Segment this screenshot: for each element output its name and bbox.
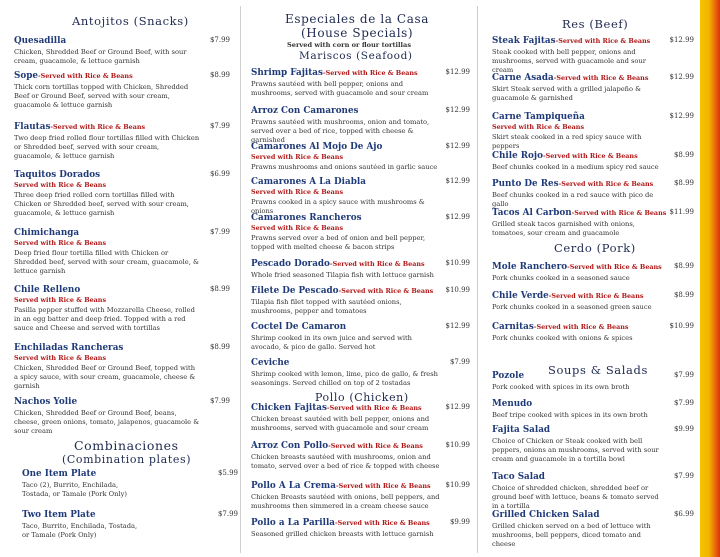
menu-item <box>251 68 470 98</box>
menu-item <box>14 122 230 161</box>
item-name-line <box>251 322 470 333</box>
item-price: $7.99 <box>449 358 470 366</box>
item-name-line <box>251 177 470 188</box>
menu-item <box>14 285 230 333</box>
item-name: Camarones A La Diabla <box>251 177 366 187</box>
item-price: $7.99 <box>209 36 230 44</box>
item-name: Quesadilla <box>14 36 67 46</box>
res-title: Res (Beef) <box>562 17 629 31</box>
item-price: $12.99 <box>445 106 470 114</box>
pollo-title: Pollo (Chicken) <box>315 391 409 404</box>
served-with-tag: Served with Rice & Beans <box>251 224 344 232</box>
item-price: $8.99 <box>673 151 694 159</box>
item-price: $10.99 <box>445 259 470 267</box>
menu-item <box>492 151 694 172</box>
menu-item <box>492 262 694 283</box>
item-description: Beef chunks cooked in a red sauce with pico de gallo <box>492 191 654 208</box>
item-price: $12.99 <box>445 322 470 330</box>
served-with-tag: -Served with Rice & Beans <box>50 123 146 131</box>
item-name-line <box>14 122 230 133</box>
house-specials-title: (House Specials) <box>301 26 414 40</box>
item-description: Seasoned grilled chicken breasts with lettuce garnish <box>251 530 434 538</box>
item-description: Thick corn tortillas topped with Chicken, Shredded Beef or Ground Beef, served with sour cream, guacamole & lettuce garnish <box>14 83 189 109</box>
item-name-line <box>492 112 694 123</box>
item-description: Prawns served over a bed of onion and bell pepper, topped with melted cheese & bacon strips <box>251 234 426 251</box>
item-name: Two Item Plate <box>22 510 96 520</box>
item-name-line <box>14 36 230 47</box>
item-name: Arroz Con Pollo <box>251 441 329 451</box>
item-description: Deep fried flour tortilla filled with Chicken or Shredded beef, served with sour cream, guacamole, & lettuce garnish <box>14 249 199 275</box>
menu-item <box>492 208 694 238</box>
item-name: Pollo A La Crema <box>251 481 336 491</box>
served-with-tag: -Served with Rice & Beans <box>326 404 422 412</box>
item-price: $12.99 <box>445 177 470 185</box>
menu-item <box>492 425 694 464</box>
item-name: Shrimp Fajitas <box>251 68 323 78</box>
item-price: $12.99 <box>669 73 694 81</box>
item-name-line <box>492 208 694 219</box>
served-with-tag: -Served with Rice & Beans <box>548 292 644 300</box>
item-description: Shrimp cooked in its own juice and served with avocado, & pico de gallo. Served hot <box>251 334 412 351</box>
soups-title: Soups & Salads <box>548 363 648 377</box>
menu-item <box>492 73 694 103</box>
served-with-tag: -Served with Rice & Beans <box>322 69 418 77</box>
item-name-line <box>251 68 470 79</box>
combinaciones-subtitle: (Combination plates) <box>62 453 192 466</box>
menu-item <box>14 343 230 391</box>
served-with-tag: Served with Rice & Beans <box>251 153 344 161</box>
item-description: Chicken Breasts sautéed with onions, bell peppers, and mushrooms then simmered in a cream cheese sauce <box>251 493 440 510</box>
item-name: Taco Salad <box>492 472 545 482</box>
served-with-tag: -Served with Rice & Beans <box>338 287 434 295</box>
item-description: Pork cooked with spices in its own broth <box>492 383 630 391</box>
item-price: $7.99 <box>673 399 694 407</box>
item-name: Fajita Salad <box>492 425 551 435</box>
item-name-line <box>492 151 694 162</box>
item-description: Beef tripe cooked with spices in its own broth <box>492 411 648 419</box>
item-name: Punto De Res <box>492 179 559 189</box>
item-name: Flautas <box>14 122 51 132</box>
item-description: Taco (2), Burrito, Enchilada, Tostada, or Tamale (Pork Only) <box>22 481 127 498</box>
item-description: Whole fried seasoned Tilapia fish with lettuce garnish <box>251 271 434 279</box>
item-price: $12.99 <box>669 112 694 120</box>
item-name: Chile Verde <box>492 291 549 301</box>
served-with-tag: Served with Rice & Beans <box>14 239 107 247</box>
item-name-line <box>251 106 470 117</box>
item-description: Beef chunks cooked in a medium spicy red sauce <box>492 163 659 171</box>
cerdo-title: Cerdo (Pork) <box>554 241 636 255</box>
item-description: Two deep fried rolled flour tortillas filled with Chicken or Shredded beef, served with sour cream, guacamole, & lettuce garnish <box>14 134 200 160</box>
item-description: Chicken, Shredded Beef or Ground Beef, with sour cream, guacamole, & lettuce garnish <box>14 48 187 65</box>
menu-item <box>492 371 694 392</box>
menu-item <box>14 36 230 66</box>
menu-item <box>251 213 470 252</box>
tortillas-note: Served with corn or flour tortillas <box>287 41 412 49</box>
item-price: $12.99 <box>445 213 470 221</box>
menu-item <box>14 170 230 218</box>
item-price: $12.99 <box>445 68 470 76</box>
item-name: Chile Relleno <box>14 285 81 295</box>
menu-item <box>251 518 470 539</box>
item-price: $12.99 <box>669 36 694 44</box>
menu-item <box>14 397 230 436</box>
item-description: Pork chunks cooked in a seasoned sauce <box>492 274 630 282</box>
served-with-tag: Served with Rice & Beans <box>492 123 585 131</box>
item-name: Steak Fajitas <box>492 36 556 46</box>
item-name: Menudo <box>492 399 533 409</box>
item-name-line <box>251 213 470 224</box>
item-name-line <box>492 36 694 47</box>
served-with-tag: Served with Rice & Beans <box>14 181 107 189</box>
item-name-line <box>492 322 694 333</box>
item-description: Chicken, Shredded Beef or Ground Beef, topped with a spicy sauce, with sour cream, guacamole, cheese & garnish <box>14 364 196 390</box>
menu-item <box>251 286 470 316</box>
item-name: Filete De Pescado <box>251 286 339 296</box>
menu-item <box>251 441 470 471</box>
mariscos-title: Mariscos (Seafood) <box>299 50 413 62</box>
item-name-line <box>492 73 694 84</box>
item-description: Choice of Chicken or Steak cooked with bell peppers, onions an mushrooms, served with sour cream and guacamole in a tortilla bowl <box>492 437 659 463</box>
item-price: $8.99 <box>673 262 694 270</box>
item-name: Sope <box>14 71 38 81</box>
item-description: Pork chunks cooked with onions & spices <box>492 334 633 342</box>
item-name-line <box>14 397 230 408</box>
item-name: Enchiladas Rancheras <box>14 343 124 353</box>
item-description: Steak cooked with bell pepper, onions and mushrooms, served with guacamole and sour cream <box>492 48 646 74</box>
item-name-line <box>492 472 694 483</box>
served-with-tag: Served with Rice & Beans <box>251 188 344 196</box>
item-price: $7.99 <box>209 228 230 236</box>
item-name: Camarones Rancheros <box>251 213 362 223</box>
item-price: $10.99 <box>445 481 470 489</box>
served-with-tag: -Served with Rice & Beans <box>571 209 667 217</box>
item-description: Grilled steak tacos garnished with onions, tomatoes, sour cream and guacamole <box>492 220 635 237</box>
column-divider-1 <box>240 6 241 553</box>
item-name-line <box>14 228 230 239</box>
served-with-tag: Served with Rice & Beans <box>14 296 107 304</box>
menu-item <box>14 71 230 110</box>
item-name-line <box>492 291 694 302</box>
served-with-tag: -Served with Rice & Beans <box>328 442 423 450</box>
item-description: Three deep fried rolled corn tortillas filled with Chicken or Shredded beef, served with sour cream, guacamole, & lettuce garnish <box>14 191 189 217</box>
item-name-line <box>251 286 470 297</box>
item-name: Tacos Al Carbon <box>492 208 572 218</box>
menu-item <box>492 472 694 511</box>
item-name: One Item Plate <box>22 469 97 479</box>
menu-item <box>251 259 470 280</box>
item-price: $11.99 <box>669 208 694 216</box>
item-name: Taquitos Dorados <box>14 170 101 180</box>
item-name-line <box>251 518 470 529</box>
item-price: $5.99 <box>217 469 238 477</box>
combinaciones-title: Combinaciones <box>74 438 179 453</box>
item-name: Chimichanga <box>14 228 80 238</box>
item-name-line <box>14 343 230 354</box>
item-name: Chile Rojo <box>492 151 543 161</box>
item-name-line <box>492 510 694 521</box>
item-description: Prawns cooked in a spicy sauce with mushrooms & onions <box>251 198 425 215</box>
item-description: Taco, Burrito, Enchilada, Tostada, or Tamale (Pork Only) <box>22 522 138 539</box>
served-with-tag: -Served with Rice & Beans <box>533 323 629 331</box>
item-description: Prawns sautéed with mushrooms, onion and tomato, served over a bed of rice, topped with cheese & garnished <box>251 118 430 144</box>
menu-item <box>251 322 470 352</box>
menu-item <box>492 322 694 343</box>
item-name: Pozole <box>492 371 525 381</box>
item-name-line <box>251 481 470 492</box>
item-name: Carnitas <box>492 322 534 332</box>
item-description: Pasilla pepper stuffed with Mozzarella Cheese, rolled in an egg batter and deep fried. Topped with a red sauce and Cheese and served with tortillas <box>14 306 195 332</box>
item-description: Pork chunks cooked in a seasoned green sauce <box>492 303 652 311</box>
item-price: $10.99 <box>445 441 470 449</box>
item-name-line <box>22 510 238 521</box>
item-description: Grilled chicken served on a bed of lettuce with mushrooms, bell peppers, diced tomato and cheese <box>492 522 651 548</box>
menu-item <box>251 403 470 433</box>
item-name-line <box>251 441 470 452</box>
menu-item <box>14 469 238 499</box>
menu-item <box>14 510 238 540</box>
item-price: $7.99 <box>217 510 238 518</box>
menu-item <box>492 510 694 549</box>
menu-item <box>251 177 470 216</box>
item-name-line <box>14 285 230 296</box>
item-name-line <box>251 259 470 270</box>
item-name: Ceviche <box>251 358 290 368</box>
item-description: Chicken, Shredded Beef or Ground Beef, beans, cheese, green onions, tomato, jalapenos, guacamole & sour cream <box>14 409 200 435</box>
served-with-tag: -Served with Rice & Beans <box>542 152 638 160</box>
menu-item <box>492 36 694 75</box>
item-name-line <box>492 179 694 190</box>
item-description: Chicken breasts sautéed with mushrooms, onion and tomato, served over a bed of rice & topped with cheese <box>251 453 440 470</box>
especiales-title: Especiales de la Casa <box>285 12 429 26</box>
menu-item <box>251 358 470 388</box>
item-name-line <box>251 142 470 153</box>
menu-item <box>251 106 470 145</box>
item-name: Mole Ranchero <box>492 262 568 272</box>
item-name: Chicken Fajitas <box>251 403 327 413</box>
item-price: $9.99 <box>673 425 694 433</box>
item-name-line <box>492 371 694 382</box>
menu-item <box>492 399 694 420</box>
item-description: Skirt Steak served with a grilled jalapeño & guacamole & garnished <box>492 85 642 102</box>
item-price: $8.99 <box>209 71 230 79</box>
item-description: Prawns mushrooms and onions sautéed in garlic sauce <box>251 163 438 171</box>
item-price: $7.99 <box>673 472 694 480</box>
item-price: $12.99 <box>445 142 470 150</box>
item-name-line <box>492 262 694 273</box>
item-price: $6.99 <box>209 170 230 178</box>
item-description: Chicken breast sautéed with bell pepper, onions and mushrooms, served with guacamole and sour cream <box>251 415 430 432</box>
item-price: $8.99 <box>209 285 230 293</box>
item-price: $6.99 <box>673 510 694 518</box>
served-with-tag: -Served with Rice & Beans <box>335 519 430 527</box>
antojitos-title: Antojitos (Snacks) <box>72 14 189 28</box>
item-price: $10.99 <box>669 322 694 330</box>
item-name-line <box>14 170 230 181</box>
decorative-stripe <box>700 0 720 557</box>
served-with-tag: Served with Rice & Beans <box>14 354 107 362</box>
menu-item <box>251 142 470 172</box>
item-name: Pollo a La Parilla <box>251 518 336 528</box>
item-name: Coctel De Camaron <box>251 322 347 332</box>
item-price: $9.99 <box>449 518 470 526</box>
item-name-line <box>492 399 694 410</box>
item-price: $7.99 <box>209 397 230 405</box>
item-description: Tilapia fish filet topped with sautéed onions, mushrooms, pepper and tomatoes <box>251 298 402 315</box>
item-price: $8.99 <box>673 179 694 187</box>
menu-item <box>492 179 694 209</box>
item-name: Arroz Con Camarones <box>251 106 359 116</box>
item-price: $10.99 <box>445 286 470 294</box>
item-description: Prawns sautéed with bell pepper, onions and mushrooms, served with guacamole and sour cream <box>251 80 429 97</box>
column-divider-2 <box>477 6 478 553</box>
served-with-tag: -Served with Rice & Beans <box>558 180 654 188</box>
served-with-tag: -Served with Rice & Beans <box>329 260 425 268</box>
menu-item <box>14 228 230 276</box>
item-price: $8.99 <box>209 343 230 351</box>
served-with-tag: -Served with Rice & Beans <box>567 263 662 271</box>
item-name-line <box>14 71 230 82</box>
item-name-line <box>492 425 694 436</box>
served-with-tag: -Served with Rice & Beans <box>335 482 431 490</box>
item-name: Nachos Yolie <box>14 397 78 407</box>
item-description: Choice of shredded chicken, shredded beef or ground beef with lettuce, beans & tomato served in a tortilla <box>492 484 659 510</box>
item-name: Grilled Chicken Salad <box>492 510 600 520</box>
item-description: Skirt steak cooked in a red spicy sauce with peppers <box>492 133 642 150</box>
served-with-tag: -Served with Rice & Beans <box>553 74 649 82</box>
menu-item <box>492 112 694 151</box>
served-with-tag: -Served with Rice & Beans <box>555 37 651 45</box>
item-name-line <box>251 403 470 414</box>
item-name: Pescado Dorado <box>251 259 330 269</box>
item-name-line <box>251 358 470 369</box>
item-price: $12.99 <box>445 403 470 411</box>
item-name: Camarones Al Mojo De Ajo <box>251 142 383 152</box>
item-name: Carne Tampiqueña <box>492 112 585 122</box>
item-name-line <box>22 469 238 480</box>
menu-item <box>251 481 470 511</box>
served-with-tag: -Served with Rice & Beans <box>37 72 133 80</box>
menu-item <box>492 291 694 312</box>
item-description: Shrimp cooked with lemon, lime, pico de gallo, & fresh seasonings. Served chilled on top of 2 tostadas <box>251 370 438 387</box>
item-name: Carne Asada <box>492 73 554 83</box>
item-price: $7.99 <box>673 371 694 379</box>
item-price: $8.99 <box>673 291 694 299</box>
item-price: $7.99 <box>209 122 230 130</box>
